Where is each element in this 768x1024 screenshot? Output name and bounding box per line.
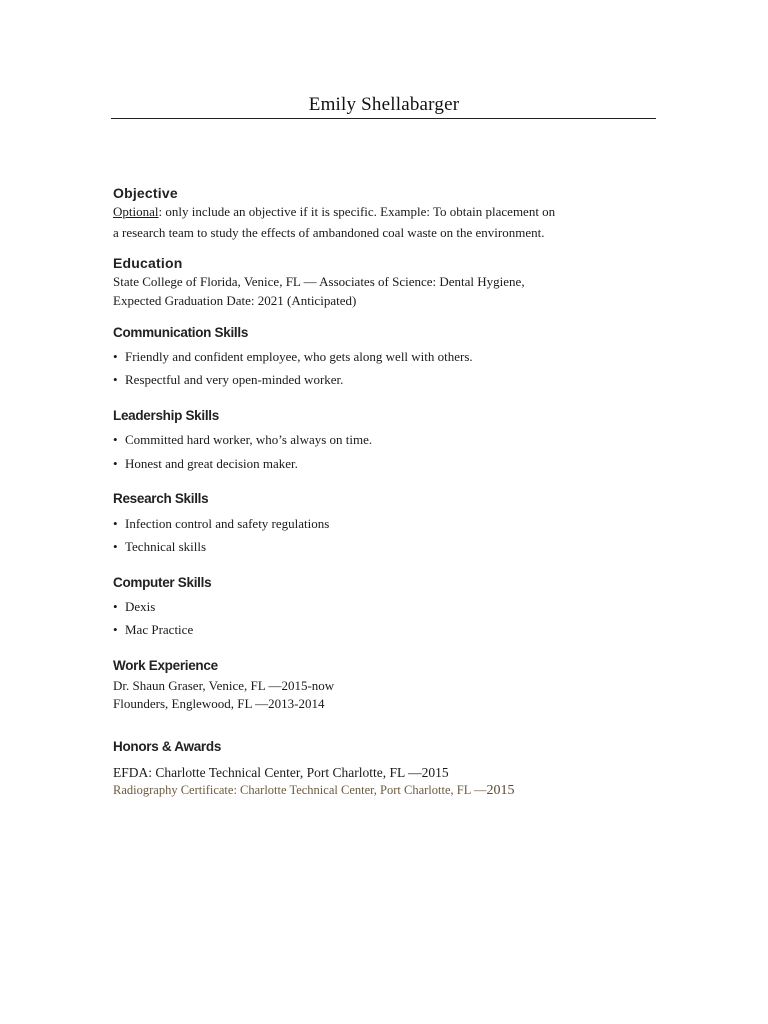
honors-heading: Honors & Awards [113,739,222,754]
objective-heading: Objective [113,185,178,201]
list-item [113,349,473,365]
honor-radiography-year: 2015 [486,783,515,798]
research-heading: Research Skills [113,491,209,506]
list-item [113,372,343,388]
honor-efda: EFDA: Charlotte Technical Center, Port Charlotte, FL —2015 [113,765,449,780]
education-line-1: State College of Florida, Venice, FL — Associates of Science: Dental Hygiene, [113,274,525,289]
optional-label: Optional [113,204,159,219]
objective-line-1 [113,204,555,220]
objective-line-2: a research team to study the effects of ambandoned coal waste on the environment. [113,225,545,240]
list-item-text: Honest and great decision maker. [125,456,298,471]
list-item [113,539,206,555]
list-item [113,516,329,532]
bullet: • [113,539,118,554]
bullet: • [113,622,118,637]
list-item [113,599,155,615]
list-item-text: Dexis [125,599,156,614]
list-item-text: Committed hard worker, who’s always on time. [125,432,373,447]
work-item: Dr. Shaun Graser, Venice, FL —2015-now [113,678,335,693]
bullet: • [113,432,118,447]
bullet: • [113,372,118,387]
list-item-text: Respectful and very open-minded worker. [125,372,344,387]
list-item-text: Infection control and safety regulations [125,516,330,531]
bullet: • [113,516,118,531]
resume-name: Emily Shellabarger [308,94,460,115]
list-item-text: Technical skills [125,539,207,554]
computer-heading: Computer Skills [113,575,212,590]
list-item [113,622,193,638]
bullet: • [113,349,118,364]
education-line-2: Expected Graduation Date: 2021 (Anticipated) [113,293,357,308]
bullet: • [113,456,118,471]
list-item-text: Friendly and confident employee, who gets along well with others. [125,349,473,364]
honor-radiography-text: Radiography Certificate: Charlotte Technical Center, Port Charlotte, FL — [113,783,487,797]
honor-radiography [113,783,515,799]
education-heading: Education [113,255,183,271]
list-item-text: Mac Practice [125,622,194,637]
work-item: Flounders, Englewood, FL —2013-2014 [113,696,325,711]
communication-heading: Communication Skills [113,325,249,340]
list-item [113,456,298,472]
bullet: • [113,599,118,614]
work-heading: Work Experience [113,658,218,673]
leadership-heading: Leadership Skills [113,408,219,423]
list-item [113,432,372,448]
name-divider [111,118,656,119]
objective-line-1-text: : only include an objective if it is specific. Example: To obtain placement on [158,204,556,219]
